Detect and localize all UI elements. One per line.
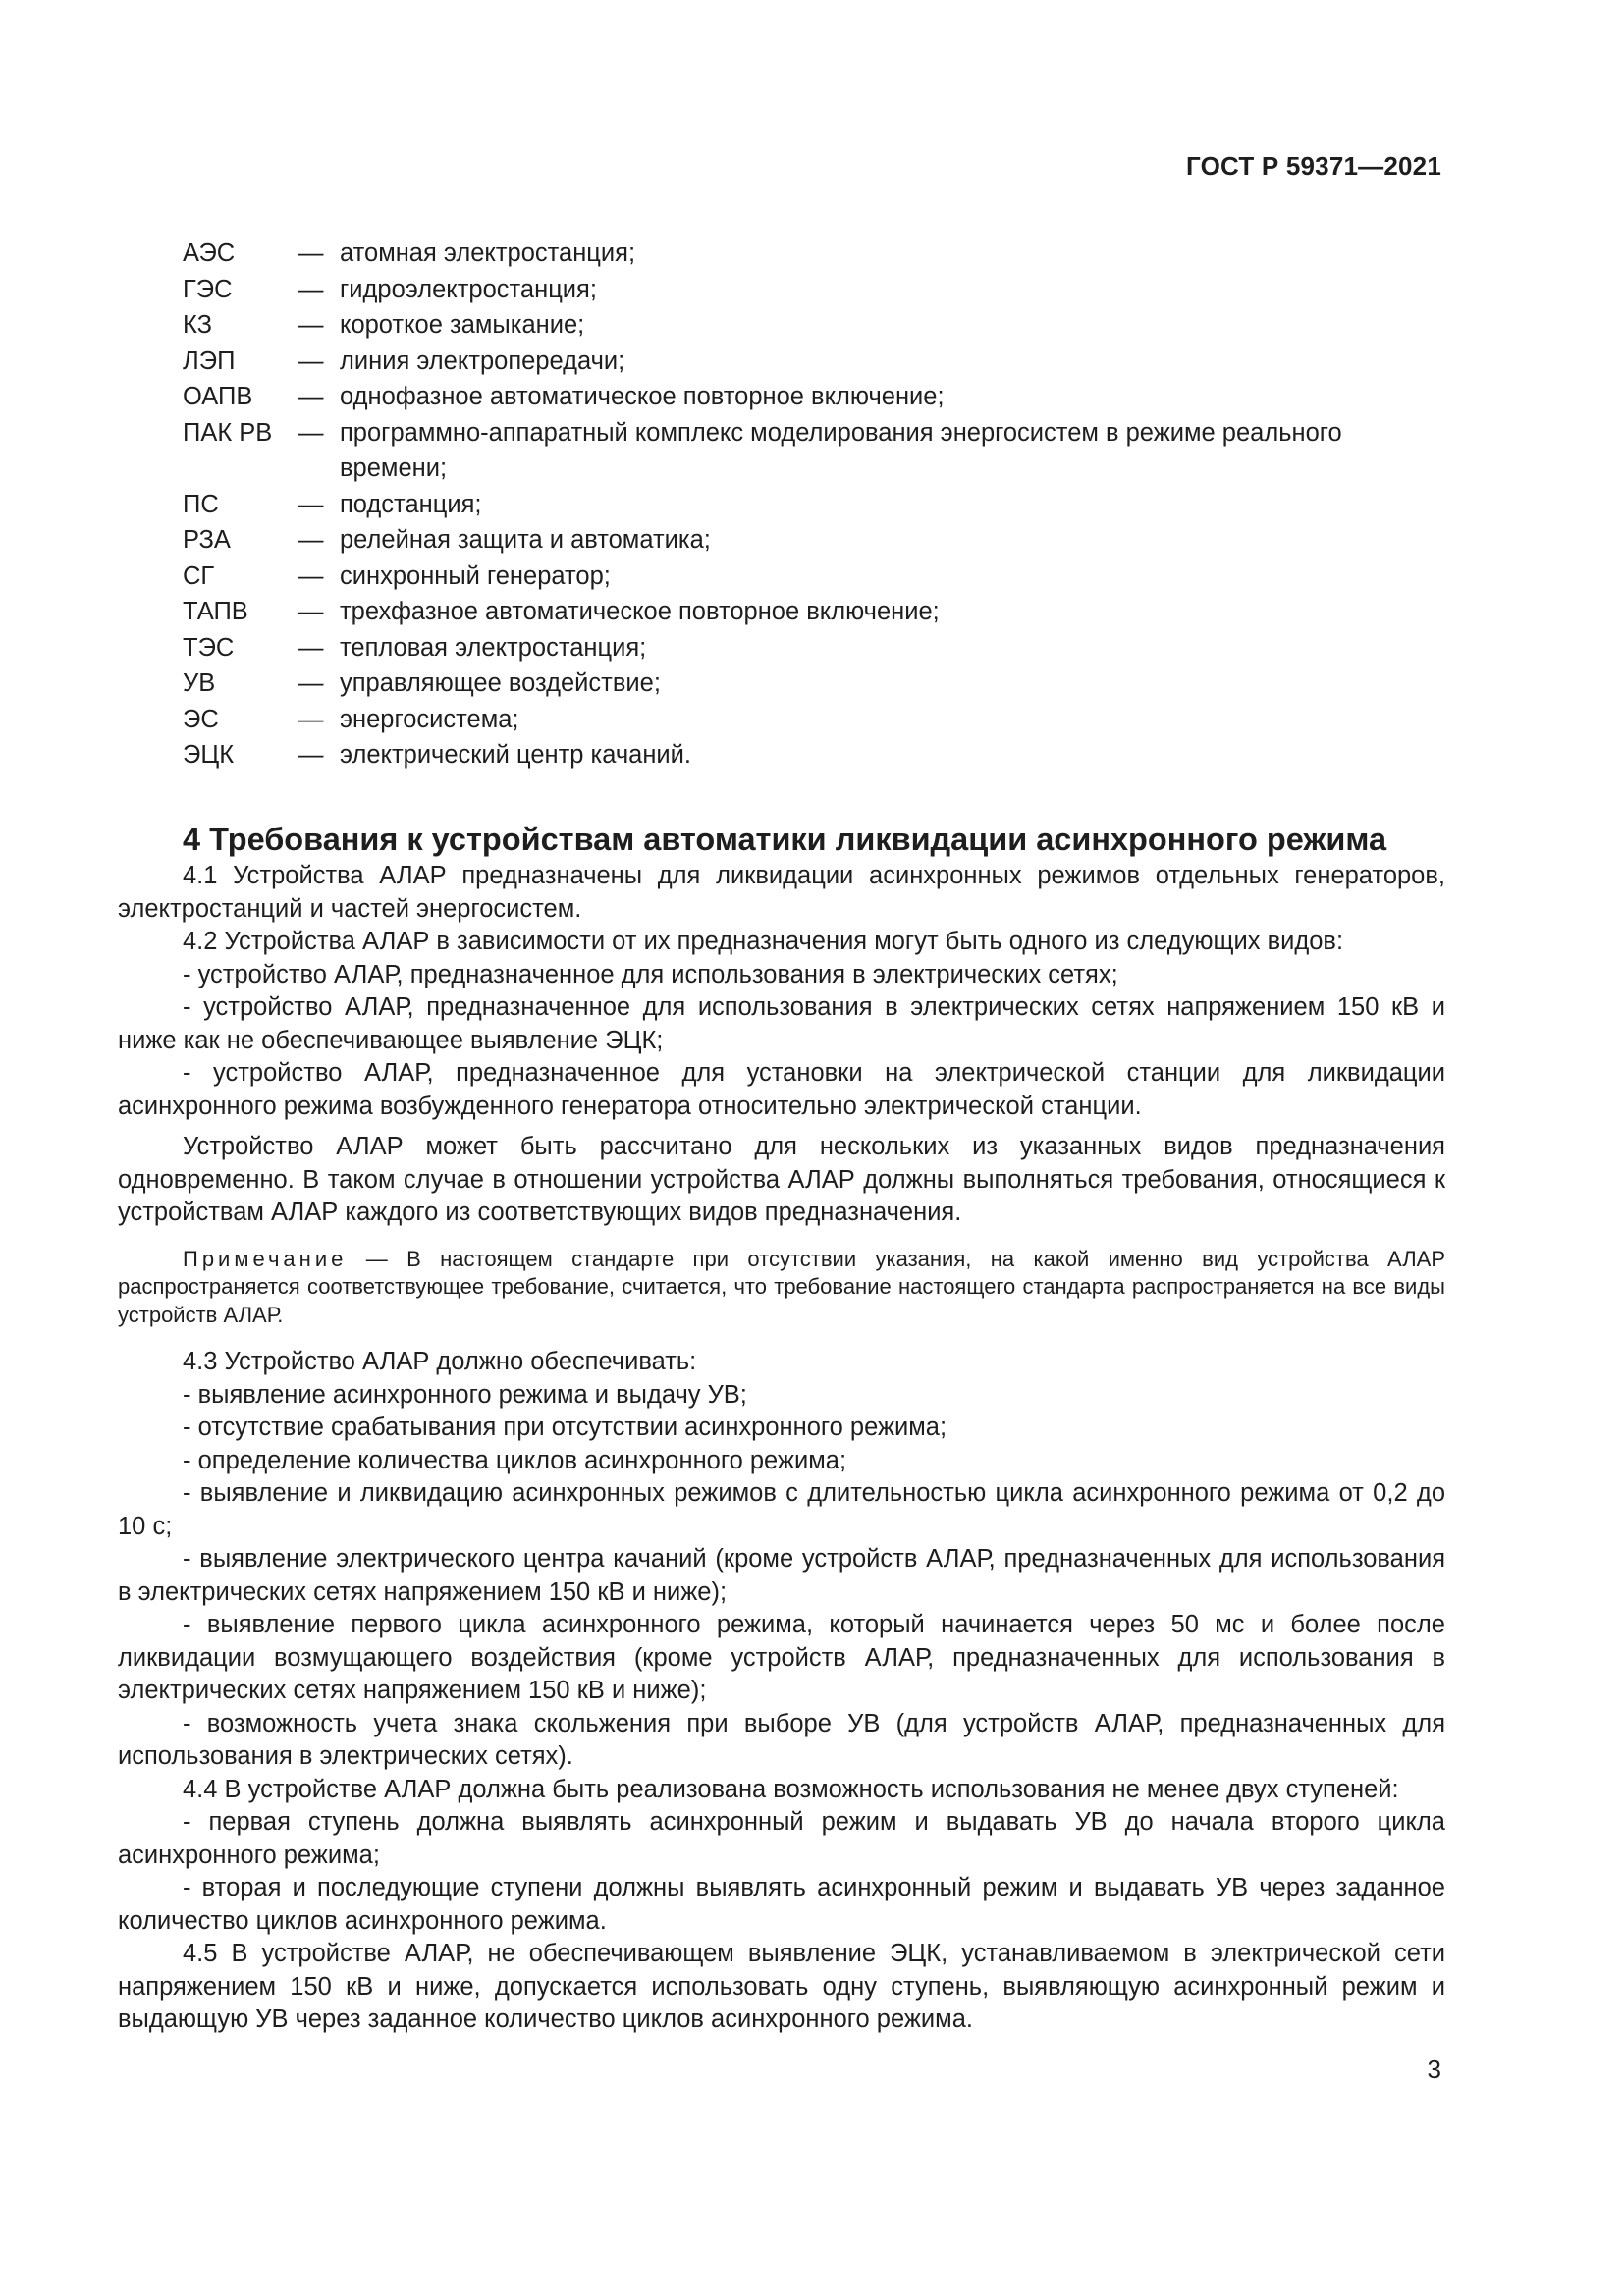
paragraph-purpose: Устройство АЛАР может быть рассчитано для нескольких из указанных видов предназначения одновременно. В таком случае в отношении устройства АЛАР должны выполняться требования, относящиеся к устройствам АЛАР каждого из соответствующих видов предназначения.	[118, 1133, 1445, 1226]
abbreviation-definition: гидроэлектростанция;	[340, 275, 597, 303]
section-heading: 4 Требования к устройствам автоматики ликвидации асинхронного режима	[183, 821, 1387, 857]
abbreviation-row	[183, 737, 1445, 774]
abbreviations-list	[183, 236, 1445, 774]
abbreviation-dash: —	[298, 311, 324, 339]
abbreviation-dash: —	[298, 490, 324, 518]
abbreviation-term: ГЭС	[183, 275, 233, 303]
note-label: Примечание	[183, 1246, 348, 1271]
abbreviation-row	[183, 272, 1445, 308]
abbreviation-term: ЛЭП	[183, 347, 236, 375]
list-item: - первая ступень должна выявлять асинхронный режим и выдавать УВ до начала второго цикла асинхронного режима;	[118, 1808, 1445, 1869]
abbreviation-term: УВ	[183, 669, 216, 697]
abbreviation-term: ОАПВ	[183, 383, 253, 410]
abbreviation-dash: —	[298, 705, 324, 733]
abbreviation-row	[183, 702, 1445, 738]
abbreviation-dash: —	[298, 383, 324, 410]
abbreviation-definition: тепловая электростанция;	[340, 633, 647, 662]
abbreviation-term: КЗ	[183, 311, 212, 339]
abbreviation-definition: управляющее воздействие;	[340, 669, 661, 697]
list-item: - устройство АЛАР, предназначенное для использования в электрических сетях напряжением 150 кВ и ниже как не обеспечивающее выявление ЭЦК;	[118, 993, 1445, 1054]
list-item: - выявление и ликвидацию асинхронных режимов с длительностью цикла асинхронного режима от 0,2 до 10 с;	[118, 1479, 1445, 1540]
abbreviation-dash: —	[298, 561, 324, 590]
paragraph-4-2: 4.2 Устройства АЛАР в зависимости от их предназначения могут быть одного из следующих видов:	[183, 928, 1344, 955]
abbreviation-row	[183, 236, 1445, 272]
abbreviation-term: ПАК РВ	[183, 418, 273, 447]
abbreviation-definition: энергосистема;	[340, 705, 519, 733]
list-item: - возможность учета знака скольжения при выборе УВ (для устройств АЛАР, предназначенных для использования в электрических сетях).	[118, 1709, 1445, 1770]
document-id: ГОСТ Р 59371—2021	[1186, 151, 1441, 181]
abbreviation-definition: короткое замыкание;	[340, 311, 585, 339]
section-body	[118, 860, 1445, 2037]
abbreviation-row	[183, 307, 1445, 344]
list-item: - выявление асинхронного режима и выдачу УВ;	[183, 1380, 747, 1409]
abbreviation-definition: линия электропередачи;	[340, 347, 625, 375]
paragraph-4-1: 4.1 Устройства АЛАР предназначены для ликвидации асинхронных режимов отдельных генераторов, электростанций и частей энергосистем.	[118, 862, 1445, 923]
abbreviation-dash: —	[298, 669, 324, 697]
list-item: - вторая и последующие ступени должны выявлять асинхронный режим и выдавать УВ через заданное количество циклов асинхронного режима.	[118, 1874, 1445, 1935]
list-item: - устройство АЛАР, предназначенное для установки на электрической станции для ликвидации асинхронного режима возбужденного генератора относительно электрической станции.	[118, 1059, 1445, 1120]
abbreviation-row	[183, 487, 1445, 523]
abbreviation-dash: —	[298, 418, 324, 447]
abbreviation-dash: —	[298, 526, 324, 554]
list-item: - выявление электрического центра качаний (кроме устройств АЛАР, предназначенных для использования в электрических сетях напряжением 150 кВ и ниже);	[118, 1545, 1445, 1606]
abbreviation-dash: —	[298, 347, 324, 375]
abbreviation-row	[183, 666, 1445, 702]
list-item: - отсутствие срабатывания при отсутствии асинхронного режима;	[183, 1414, 947, 1441]
note-text: — В настоящем стандарте при отсутствии указания, на какой именно вид устройства АЛАР распространяется соответствующее требование, считается, что требование настоящего стандарта распространяется на все виды устройств АЛАР.	[118, 1246, 1445, 1327]
abbreviation-term: АЭС	[183, 240, 236, 267]
abbreviation-row	[183, 379, 1445, 415]
abbreviation-dash: —	[298, 741, 324, 769]
abbreviation-term: ПС	[183, 490, 219, 518]
abbreviation-definition: трехфазное автоматическое повторное включение;	[340, 598, 940, 625]
abbreviation-row	[183, 594, 1445, 630]
abbreviation-definition: однофазное автоматическое повторное включение;	[340, 383, 945, 410]
abbreviation-term: ЭЦК	[183, 741, 235, 769]
abbreviation-definition: электрический центр качаний.	[340, 741, 691, 769]
page-number: 3	[1427, 2055, 1441, 2084]
paragraph-4-4: 4.4 В устройстве АЛАР должна быть реализована возможность использования не менее двух ступеней:	[183, 1775, 1399, 1803]
list-item: - определение количества циклов асинхронного режима;	[183, 1446, 847, 1474]
abbreviation-term: РЗА	[183, 526, 231, 554]
abbreviation-definition: программно-аппаратный комплекс моделирования энергосистем в режиме реального времени;	[340, 418, 1342, 482]
abbreviation-definition: синхронный генератор;	[340, 561, 611, 590]
paragraph-4-3: 4.3 Устройство АЛАР должно обеспечивать:	[183, 1348, 697, 1375]
abbreviation-row	[183, 559, 1445, 595]
abbreviation-row	[183, 415, 1445, 487]
abbreviation-term: ТЭС	[183, 633, 235, 662]
abbreviation-definition: подстанция;	[340, 490, 482, 518]
abbreviation-term: СГ	[183, 561, 215, 590]
abbreviation-row	[183, 522, 1445, 559]
abbreviation-dash: —	[298, 240, 324, 267]
paragraph-4-5: 4.5 В устройстве АЛАР, не обеспечивающем выявление ЭЦК, устанавливаемом в электрической сети напряжением 150 кВ и ниже, допускается использовать одну ступень, выявляющую асинхронный режим и выдающую УВ через заданное количество циклов асинхронного режима.	[118, 1940, 1445, 2033]
list-item: - устройство АЛАР, предназначенное для использования в электрических сетях;	[183, 960, 1118, 988]
abbreviation-row	[183, 630, 1445, 667]
note	[118, 1246, 1445, 1330]
abbreviation-dash: —	[298, 633, 324, 662]
abbreviation-term: ЭС	[183, 705, 219, 733]
abbreviation-definition: атомная электростанция;	[340, 240, 636, 267]
abbreviation-dash: —	[298, 598, 324, 625]
abbreviation-dash: —	[298, 275, 324, 303]
abbreviation-term: ТАПВ	[183, 598, 248, 625]
list-item: - выявление первого цикла асинхронного режима, который начинается через 50 мс и более после ликвидации возмущающего воздействия (кроме устройств АЛАР, предназначенных для использования в электрических сетях напряжением 150 кВ и ниже);	[118, 1611, 1445, 1704]
abbreviation-definition: релейная защита и автоматика;	[340, 526, 711, 554]
abbreviation-row	[183, 344, 1445, 380]
